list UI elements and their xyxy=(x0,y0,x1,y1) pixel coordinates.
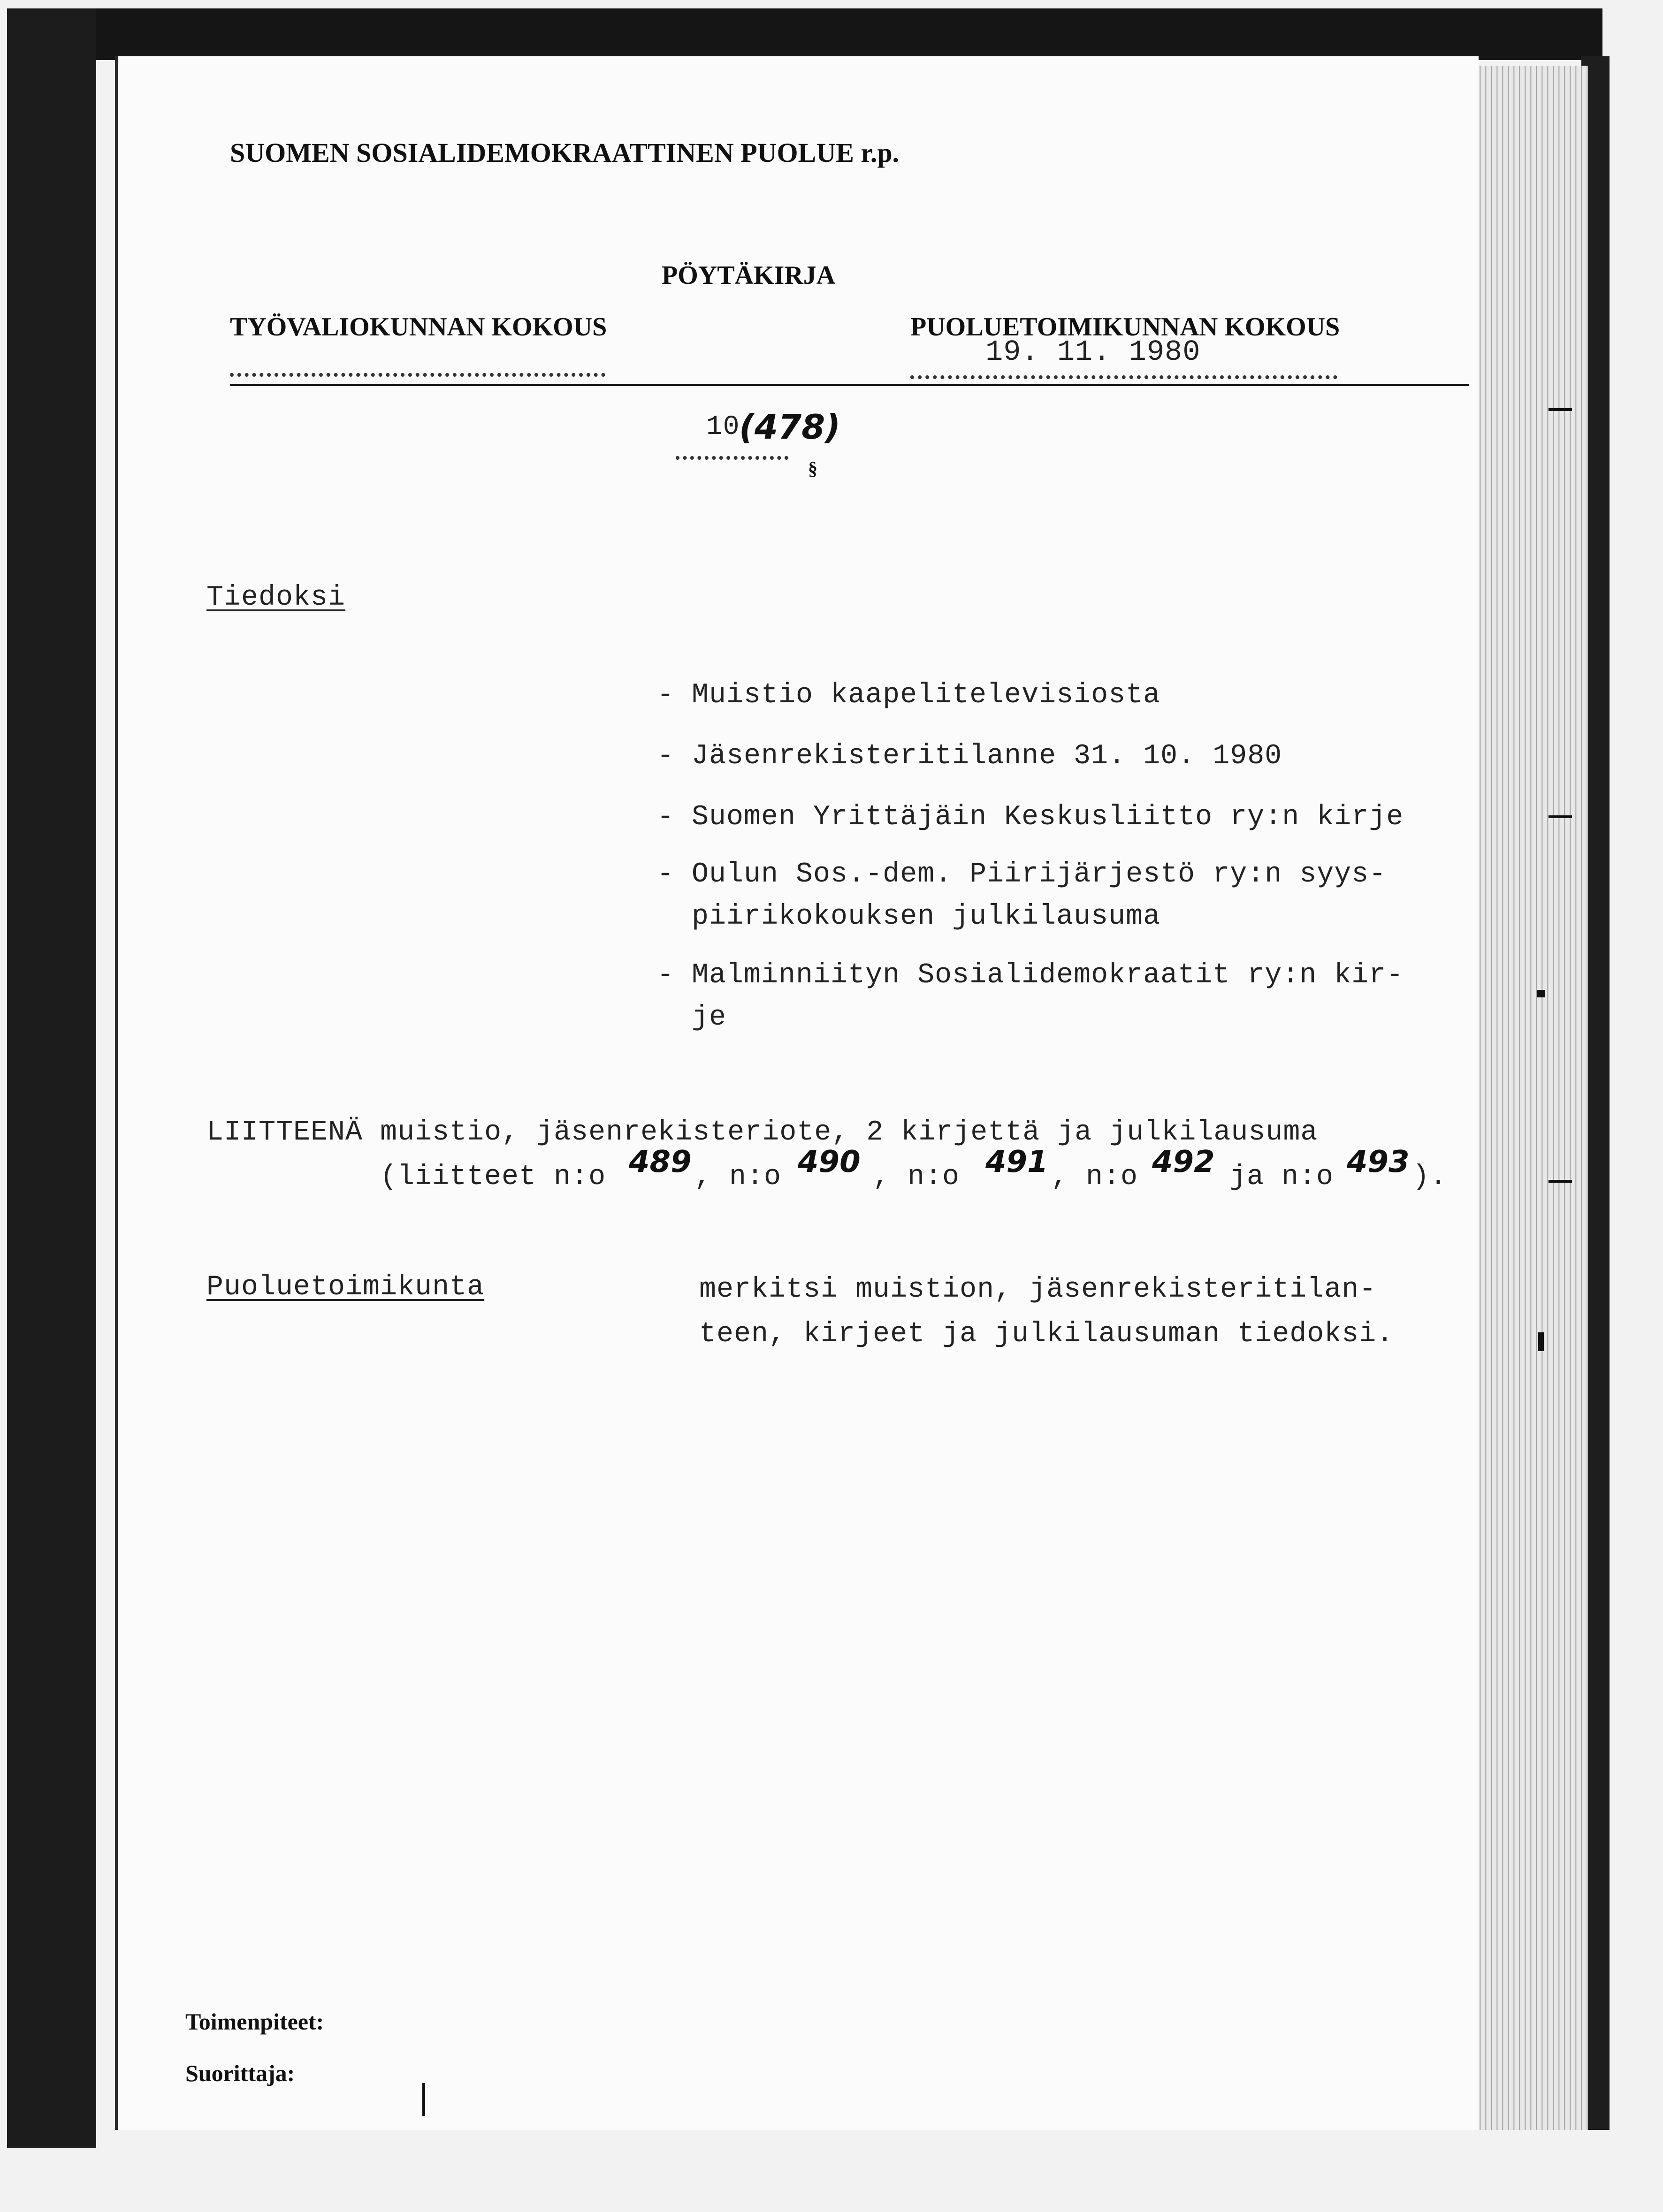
decision-line: teen, kirjeet ja julkilausuman tiedoksi. xyxy=(699,1318,1394,1350)
list-item: - Jäsenrekisteritilanne 31. 10. 1980 xyxy=(657,740,1282,772)
attachments-sep: , n:o xyxy=(1051,1161,1138,1193)
list-item: - Muistio kaapelitelevisiosta xyxy=(657,679,1161,711)
section-handwritten-number: (478) xyxy=(739,407,841,447)
committee-left: TYÖVALIOKUNNAN KOKOUS xyxy=(230,312,607,342)
section-sign: § xyxy=(808,458,817,479)
list-item: piirikokouksen julkilausuma xyxy=(657,901,1161,933)
attachments-line: LIITTEENÄ muistio, jäsenrekisteriote, 2 kirjettä ja julkilausuma xyxy=(206,1117,1318,1148)
committee-right: PUOLUETOIMIKUNNAN KOKOUS xyxy=(910,312,1340,342)
heading-tiedoksi: Tiedoksi xyxy=(206,582,346,614)
actions-label: Toimenpiteet: xyxy=(185,2008,324,2035)
list-item: - Malminniityn Sosialidemokraatit ry:n kir- xyxy=(657,959,1404,991)
header-rule xyxy=(230,384,1469,386)
party-name: SUOMEN SOSIALIDEMOKRAATTINEN PUOLUE r.p. xyxy=(230,137,900,168)
attachment-number: 492 xyxy=(1152,1145,1215,1179)
attachment-number: 489 xyxy=(629,1145,692,1179)
binder-top-edge xyxy=(7,8,1602,60)
attachments-open: (liitteet n:o xyxy=(380,1161,606,1193)
meeting-date: 19. 11. 1980 xyxy=(985,335,1201,369)
section-dotted-line xyxy=(676,456,788,460)
attachments-close: ). xyxy=(1412,1161,1448,1193)
attachment-number: 493 xyxy=(1347,1145,1410,1179)
edge-tick xyxy=(1538,1332,1544,1351)
attachments-sep: ja n:o xyxy=(1229,1161,1334,1193)
edge-tick xyxy=(1549,1180,1572,1183)
document-type: PÖYTÄKIRJA xyxy=(662,261,836,290)
edge-dot xyxy=(1537,990,1545,997)
dotted-line-left xyxy=(230,373,605,377)
edge-tick xyxy=(1549,815,1572,818)
dotted-line-right xyxy=(910,375,1337,379)
attachments-sep: , n:o xyxy=(694,1161,782,1193)
document-page xyxy=(115,56,1479,2130)
attachment-number: 490 xyxy=(798,1145,861,1179)
bottom-mark xyxy=(422,2083,425,2116)
list-item: - Suomen Yrittäjäin Keskusliitto ry:n kirje xyxy=(657,801,1404,833)
section-number: 10 xyxy=(706,412,740,442)
binder-left-edge xyxy=(7,8,96,2148)
list-item: - Oulun Sos.-dem. Piirijärjestö ry:n syys- xyxy=(657,859,1387,890)
list-item: je xyxy=(657,1002,727,1034)
page-stack-edge xyxy=(1473,66,1588,2130)
edge-tick xyxy=(1549,408,1572,411)
decision-line: merkitsi muistion, jäsenrekisteritilan- xyxy=(699,1274,1377,1306)
decision-label: Puoluetoimikunta xyxy=(206,1271,485,1303)
attachments-sep: , n:o xyxy=(873,1161,960,1193)
performer-label: Suorittaja: xyxy=(185,2060,295,2086)
attachment-number: 491 xyxy=(985,1145,1048,1179)
